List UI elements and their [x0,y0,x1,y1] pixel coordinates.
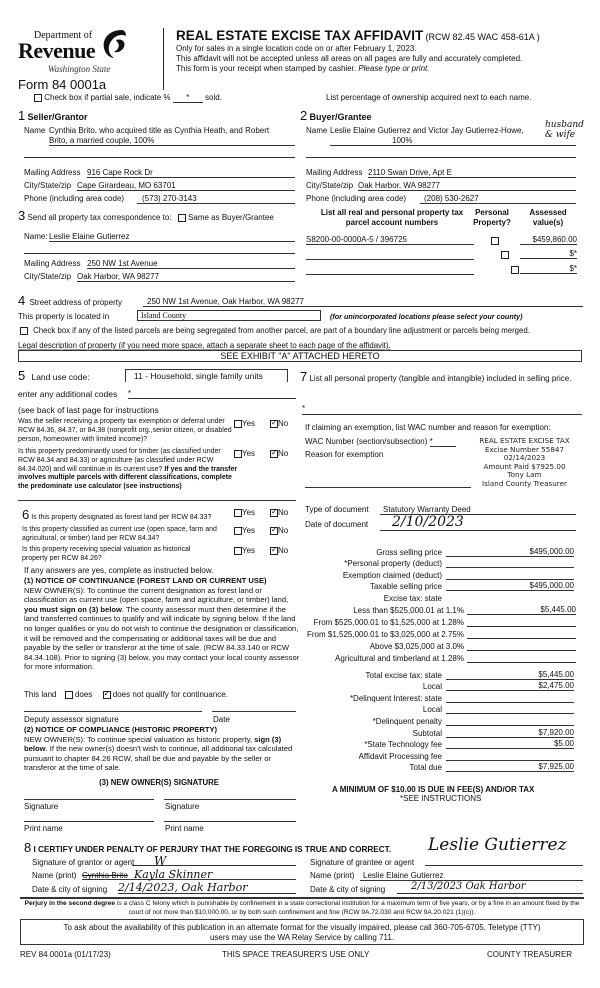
calc-row-label: Taxable selling price [369,582,442,592]
tier-input-3[interactable] [467,629,576,639]
section6-q3-yes-checkbox[interactable] [234,547,242,555]
total-row [300,680,580,692]
section6-q2-no [270,526,288,535]
tier-row [300,651,580,663]
grantor-date-value: 2/14/2023, Oak Harbor [118,881,248,894]
correspondence-heading [18,208,274,223]
total-row [300,726,580,738]
section6-q2-yes-checkbox[interactable] [234,527,242,535]
correspondence-mail-input[interactable]: 250 NW 1st Avenue [87,259,295,269]
section6-q3: Is this property receiving special valuation as historical property per RCW 84.26? [22,546,191,562]
seller-name-label: Name [24,126,46,135]
grantor-name-label: Name (print) [32,871,77,880]
grantee-sig-label: Signature of grantee or agent [310,858,415,867]
technology-fee-input[interactable]: $5.00 [446,739,574,749]
new-owner-signature-1[interactable] [24,794,154,800]
header-sub-3-text: This form is your receipt when stamped by cashier. [176,64,357,73]
section6-number: 6 [22,507,30,522]
calc-row [300,591,580,603]
segregated-label: Check box if any of the listed parcels are being segregated from another parcel, are part of a boundary line adjustment or parcels being merged. [33,326,530,335]
wac-label [305,437,456,447]
buyer-mail-label: Mailing Address [306,168,363,177]
doc-type-value: Statutory Warranty Deed [383,505,471,514]
tier-label: From $525,000.01 to $1,525,000 at 1.28% [313,618,464,627]
total-label: Total excise tax: state [365,670,442,680]
new-owner-print-2[interactable] [164,816,296,822]
additional-codes-input[interactable] [128,389,296,399]
notice-compliance-bold: sign (3) below [24,734,282,754]
land-use-q2-bold: If yes and the transfer involves multiple parcels with different classifications, complete the predominate use calculator (see instructions) [18,465,238,491]
logo-revenue: Revenue [18,38,96,63]
notice-compliance-text-a: NEW OWNER(S): To continue special valuation as historic property, [24,734,255,744]
land-use-q1-no-checkbox[interactable] [270,420,278,428]
gross-selling-price-input[interactable]: $495,000.00 [446,547,574,557]
tier-input-5[interactable] [467,653,576,663]
yes-label: Yes [242,546,256,555]
grantor-date-input[interactable] [118,881,296,894]
reason-input[interactable] [305,482,471,488]
personal-property-input[interactable]: * [302,404,582,415]
section6-q1 [22,507,211,522]
wac-input[interactable]: * [430,437,456,447]
land-use-divider [18,500,296,501]
deputy-date-label: Date [213,715,230,724]
buyer-section-number: 2 [300,108,308,123]
buyer-mail-input[interactable]: 2110 Swan Drive, Apt E [368,168,576,178]
land-use-q2-no-checkbox[interactable] [270,450,278,458]
calc-row [300,545,580,557]
does-not-qualify-checkbox[interactable] [103,691,111,699]
see-instructions-note: *SEE INSTRUCTIONS [400,794,482,803]
grantee-name-value: Leslie Elaine Gutierrez [363,871,444,880]
total-label: *State Technology fee [364,740,442,750]
dor-logo [18,28,158,78]
partial-sale-suffix: sold. [205,93,222,102]
total-excise-state-input[interactable]: $5,445.00 [446,670,574,680]
tier-row [300,615,580,627]
header-sub-3-italic: Please type or print. [358,64,430,73]
total-due-input[interactable]: $7,925.00 [446,762,574,772]
total-label: Local [422,705,442,715]
notice-continuance [24,576,302,672]
new-owner-print-1[interactable] [24,816,154,822]
header-sub-2: This affidavit will not be accepted unless all areas on all pages are fully and accurately completed. [176,54,523,63]
section6-q2: Is this property classified as current use (open space, farm and agricultural, or timber) land per RCW 84.34? [22,526,217,542]
assessed-value-input-2[interactable]: $* [520,249,577,259]
yes-label: Yes [242,508,256,517]
accessibility-box: To ask about the availability of this publication in an alternate format for the visually impaired, please call 360-705-6705. Teletype (TTY) users may use the WA Relay Service by calling 711. [20,919,584,945]
buyer-name-line1[interactable]: Leslie Elaine Gutierrez and Victor Jay Gutierrez-Howe, [330,126,524,135]
section6-q1-yes [234,508,255,517]
header-sub-3 [176,64,429,73]
doc-date-input[interactable] [380,514,576,531]
no-label: No [278,526,289,535]
form-title-ref: (RCW 82.45 WAC 458-61A ) [425,32,540,42]
signature-label-2: Signature [165,802,200,811]
header-divider [163,28,164,90]
tier-input-4[interactable] [467,641,576,651]
buyer-city-label: City/State/zip [306,181,354,190]
certify-heading [24,840,391,855]
section7-label [300,369,580,384]
calc-row-label: Exemption claimed (deduct) [342,570,442,580]
total-row [300,749,580,761]
grantee-signature-input[interactable] [425,858,583,866]
property-street-label: Street address of property [29,298,122,307]
section6-q1-no-checkbox[interactable] [270,509,278,517]
doc-date-label: Date of document [305,520,369,529]
correspondence-city-input[interactable]: Oak Harbor, WA 98277 [77,272,295,282]
land-use-q2-no [270,449,288,458]
total-label: Total due [409,763,442,773]
continuance-row [24,690,228,700]
exemption-label: If claiming an exemption, list WAC number and reason for exemption: [305,423,551,432]
buyer-section-title: Buyer/Grantee [309,112,372,122]
seller-section-title: Seller/Grantor [27,112,88,122]
buyer-name-label: Name [306,126,328,135]
legal-description-label: Legal description of property (if you need more space, attach a separate sheet to each page of the affidavit). [18,341,391,350]
land-use-q1: Was the seller receiving a property tax exemption or deferral under RCW 84.36, 84.37, or 84.38 (nonprofit org.,senior citizen, or disabled person, homeowner with limited income)? [18,418,232,443]
total-row [300,668,580,680]
seller-name-line1[interactable]: Cynthia Brito, who acquired title as Cynthia Heath, and Robert [49,126,270,135]
grantor-sig-label: Signature of grantor or agent [32,858,135,867]
total-row [300,761,580,773]
grantor-signature-value: W [154,854,167,868]
ownership-note: List percentage of ownership acquired next to each name. [326,93,532,102]
seller-phone-input[interactable] [137,194,295,204]
subtotal-input[interactable]: $7,920.00 [446,728,574,738]
section6-q3-no [270,546,288,555]
delinquent-interest-state-input[interactable] [446,693,574,703]
buyer-city-input[interactable]: Oak Harbor, WA 98277 [358,181,576,191]
logo-department-of: Department of [34,30,93,41]
doc-type-label: Type of document [305,505,369,514]
delinquent-penalty-input[interactable] [446,716,574,726]
minimum-due-note: A MINIMUM OF $10.00 IS DUE IN FEE(S) AND/OR TAX [332,785,535,794]
calc-row-label: *Personal property (deduct) [344,559,442,569]
tax-tiers [300,603,580,663]
land-use-section-number: 5 [18,368,26,383]
stamp-line-4: Amount Paid $7925.00 [483,461,566,471]
perjury-warning [20,900,584,917]
section6-q1-text: Is this property designated as forest land per RCW 84.33? [31,514,212,521]
certify-title: I CERTIFY UNDER PENALTY OF PERJURY THAT THE FOREGOING IS TRUE AND CORRECT. [33,845,392,854]
partial-sale-label: Check box if partial sale, indicate % [44,93,171,102]
section6-q2-no-checkbox[interactable] [270,527,278,535]
reason-label: Reason for exemption [305,450,384,459]
section6-q1-no [270,508,288,517]
grantee-date-label: Date & city of signing [310,885,386,894]
total-label: Affidavit Processing fee [358,751,442,761]
buyer-phone-value: (208) 530-2627 [424,194,479,203]
parcel-col-header: List all real and personal property tax parcel account numbers [320,208,464,227]
segregated-checkbox[interactable] [20,327,28,335]
same-as-buyer-label: Same as Buyer/Grantee [188,213,274,222]
personal-property-checkbox-3[interactable] [511,266,519,274]
grantor-date-label: Date & city of signing [32,885,108,894]
perjury-bold: Perjury in the second degree [24,900,116,907]
tier-input-2[interactable] [467,617,576,627]
parcel-number-input-3[interactable] [306,265,474,275]
partial-sale-row [34,93,222,103]
notice-continuance-text-a: NEW OWNER(S): To continue the current designation as forest land or classification as current use (open space, farm and agriculture, or timber) land, [24,585,289,605]
section6-q3-no-checkbox[interactable] [270,547,278,555]
located-in-label: This property is located in [18,312,110,321]
total-excise-local-input[interactable]: $2,475.00 [446,681,574,691]
see-back-note: (see back of last page for instructions [18,405,159,415]
calc-row-label: Gross selling price [376,547,442,557]
this-land-label: This land [24,690,57,699]
grantor-signature-input[interactable] [132,854,296,866]
deputy-date-line[interactable] [212,706,296,712]
form-number: Form 84 0001a [18,77,107,92]
total-row [300,703,580,715]
yes-label: Yes [242,526,256,535]
form-title-text: REAL ESTATE EXCISE TAX AFFIDAVIT [176,28,424,43]
tier-label: Less than $525,000.01 at 1.1% [353,606,464,615]
grantee-name-label: Name (print) [310,871,355,880]
seller-mail-input[interactable]: 916 Cape Rock Dr [87,168,295,178]
exemption-deduct-input[interactable] [446,570,574,580]
tier-row [300,627,580,639]
buyer-phone-input[interactable] [420,194,576,204]
stamp-line-6: Island County Treasurer [482,478,567,488]
assessed-col-header: Assessed value(s) [529,208,567,227]
county-treasurer: COUNTY TREASURER [487,950,573,959]
delinquent-interest-local-input[interactable] [446,704,574,714]
land-use-heading [18,368,90,383]
land-use-q1-yes-checkbox[interactable] [234,420,242,428]
doc-date-value: 2/10/2023 [392,514,464,530]
grantee-date-value: 2/13/2023 Oak Harbor [411,881,526,892]
deputy-signature-line[interactable] [24,706,202,712]
calc-row [300,557,580,569]
personal-property-checkbox-2[interactable] [501,251,509,259]
seller-city-input[interactable]: Cape Girardeau, MO 63701 [77,181,295,191]
legal-description-input[interactable]: SEE EXHIBIT "A" ATTACHED HERETO [18,350,582,362]
seller-city-label: City/State/zip [24,181,72,190]
seller-phone-label: Phone (including area code) [24,194,125,203]
land-use-label: Land use code: [31,372,90,382]
correspondence-label: Send all property tax correspondence to: [27,213,172,222]
yes-label: Yes [242,419,256,428]
property-street-input[interactable] [143,297,583,307]
buyer-name-extra-line[interactable] [306,150,576,158]
total-label: Subtotal [412,728,442,738]
correspondence-name-input[interactable]: Leslie Elaine Gutierrez [49,232,295,242]
seller-mail-label: Mailing Address [24,168,81,177]
no-label: No [278,546,289,555]
new-owner-signature-title: (3) NEW OWNER(S) SIGNATURE [99,778,219,787]
treasurer-stamp [467,437,582,489]
property-section-number: 4 [18,293,26,308]
no-label: No [278,419,289,428]
property-heading [18,293,122,308]
land-use-q2-yes-checkbox[interactable] [234,450,242,458]
personal-property-checkbox-1[interactable] [491,237,499,245]
section6-q3-yes [234,546,255,555]
correspondence-mail-label: Mailing Address [24,259,81,268]
notice-compliance-title: (2) NOTICE OF COMPLIANCE (HISTORIC PROPERTY) [24,725,218,734]
buyer-heading [300,108,372,123]
tier-label: From $1,525,000.01 to $3,025,000 at 2.75% [306,630,464,639]
county-select-value: Island County [141,311,187,320]
tier-input-1[interactable]: $5,445.00 [467,605,576,615]
total-row [300,714,580,726]
personal-property-deduct-input[interactable] [446,558,574,568]
print-name-label-2: Print name [165,824,204,833]
partial-sale-percent-input[interactable]: * [173,93,203,103]
calc-row [300,568,580,580]
located-note: (for unincorporated locations please select your county) [330,312,523,321]
grantor-name-struck: Cynthia Brito [82,871,128,880]
seller-heading [18,108,88,123]
new-owner-signature-2[interactable] [164,794,296,800]
grantee-name-input[interactable] [360,871,583,881]
logo-swirl-icon [100,28,128,60]
additional-codes-value: * [128,389,132,398]
partial-sale-checkbox[interactable] [34,94,42,102]
additional-codes-label: enter any additional codes [18,389,118,399]
buyer-name-handwritten: husband & wife [545,120,584,140]
does-not-label: does not qualify for continuance. [112,690,228,699]
land-use-q2 [18,448,238,492]
buyer-ownership-percent: 100% [392,136,413,145]
perjury-divider [20,897,584,899]
section7-text: List all personal property (tangible and intangible) included in selling price. [309,374,572,383]
grantee-signature-value: Leslie Gutierrez [428,835,567,855]
total-label: *Delinquent Interest: state [349,693,442,703]
grantor-name-value: Kayla Skinner [134,868,213,881]
grantor-name-input[interactable] [82,868,296,880]
print-name-label-1: Print name [24,824,63,833]
notice-continuance-text-b: . The county assessor must then determine if the land transferred continues to qualify and will indicate by signing below. If the land no longer qualifies or you do not wish to continue the designation or classification, it will be removed and the compensating or additional taxes will be due and payable by the seller or transferor at the time of sale. (RCW 84.33.140 or RCW 84.34.108). Prior to signing (3) below, you may contact your local county assessor for more information. [24,604,300,672]
does-qualify-checkbox[interactable] [65,691,73,699]
total-label: Local [422,682,442,692]
no-label: No [278,449,289,458]
seller-name-line2[interactable]: Brito, a married couple, 100% [49,136,295,146]
correspondence-section-number: 3 [18,208,26,223]
notice-continuance-bold: you must sign on (3) below [24,604,122,614]
rev-number: REV 84 0001a (01/17/23) [20,950,111,959]
segregated-row [20,326,530,335]
land-use-q2-text: Is this property predominantly used for timber (as classified under RCW 84.34 and 84.33) or agriculture (as classified under RCW 84.34.020) and will continue in its current use? [18,448,221,473]
grantee-date-input[interactable] [397,881,583,894]
total-label: *Delinquent penalty [372,716,442,726]
county-select[interactable] [137,310,321,321]
header-sub-1: Only for sales in a single location code on or after February 1, 2023. [176,44,417,53]
land-use-q2-yes [234,449,255,458]
buyer-phone-label: Phone (including area code) [306,194,407,203]
land-use-select[interactable]: 11 - Household, single family units [125,369,288,382]
total-row [300,738,580,750]
logo-washington-state: Washington State [48,64,111,74]
section7-number: 7 [300,369,308,384]
assessed-value-input-1[interactable]: $459,860.00 [520,235,577,245]
tier-label: Above $3,025,000 at 3.0% [369,642,464,651]
property-street-value: 250 NW 1st Avenue, Oak Harbor, WA 98277 [147,297,304,306]
treasurer-use-only: THIS SPACE TREASURER'S USE ONLY [222,950,370,959]
perjury-text: is a class C felony which is punishable by confinement in a state correctional institution for a maximum term of five years, or by a fine in an amount fixed by the court of not more than $10,000.00, or by both such confinement and fine (RCW 9A.72.030 and RCW 9A.20.021 (1)(c)). [115,900,580,916]
total-row [300,691,580,703]
no-label: No [278,508,289,517]
seller-name-extra-line[interactable] [24,150,295,158]
if-yes-note: If any answers are yes, complete as instructed below. [24,566,214,575]
does-label: does [74,690,93,699]
tax-calc-top [300,545,580,603]
deputy-signature-label: Deputy assessor signature [24,715,119,724]
notice-compliance [24,725,302,773]
processing-fee-input[interactable] [446,751,574,761]
tier-label: Agricultural and timberland at 1.28% [335,654,464,663]
form-title [176,28,540,43]
yes-label: Yes [242,449,256,458]
section6-q1-yes-checkbox[interactable] [234,509,242,517]
stamp-line-5: Tony Lam [507,470,542,480]
certify-section-number: 8 [24,840,32,855]
notice-compliance-text-b: . If the new owner(s) doesn't wish to continue, all additional tax calculated pursuant to chapter 84.26 RCW, shall be due and payable by the seller or transferor at the time of sale. [24,744,293,773]
parcel-number-input-2[interactable] [306,250,474,260]
buyer-name-line2[interactable] [330,136,576,146]
signature-label-1: Signature [24,802,59,811]
correspondence-city-label: City/State/zip [24,272,72,281]
seller-phone-value: (573) 270-3143 [142,194,197,203]
parcel-number-input-1[interactable]: S8200-00-0000A-5 / 396725 [306,235,474,245]
stamp-line-3: 02/14/2023 [503,453,546,463]
seller-section-number: 1 [18,108,26,123]
wac-label-text: WAC Number (section/subsection) [305,437,428,446]
stamp-line-1: REAL ESTATE EXCISE TAX [479,436,570,445]
tier-row [300,603,580,615]
taxable-selling-price-input[interactable]: $495,000.00 [446,581,574,591]
calc-row [300,580,580,592]
correspondence-name-label: Name: [24,232,48,241]
land-use-q1-no [270,419,288,428]
personal-col-header: Personal Property? [473,208,511,227]
stamp-line-2: Excise Number 55847 [484,444,565,454]
tier-row [300,639,580,651]
same-as-buyer-checkbox[interactable] [178,214,186,222]
assessed-value-input-3[interactable]: $* [520,264,577,274]
correspondence-name-extra-line[interactable] [24,246,295,254]
land-use-q1-yes [234,419,255,428]
notice-continuance-title: (1) NOTICE OF CONTINUANCE (FOREST LAND OR CURRENT USE) [24,576,267,585]
section6-q2-yes [234,526,255,535]
tax-totals [300,668,580,772]
calc-row-label: Excise tax: state [383,593,442,603]
